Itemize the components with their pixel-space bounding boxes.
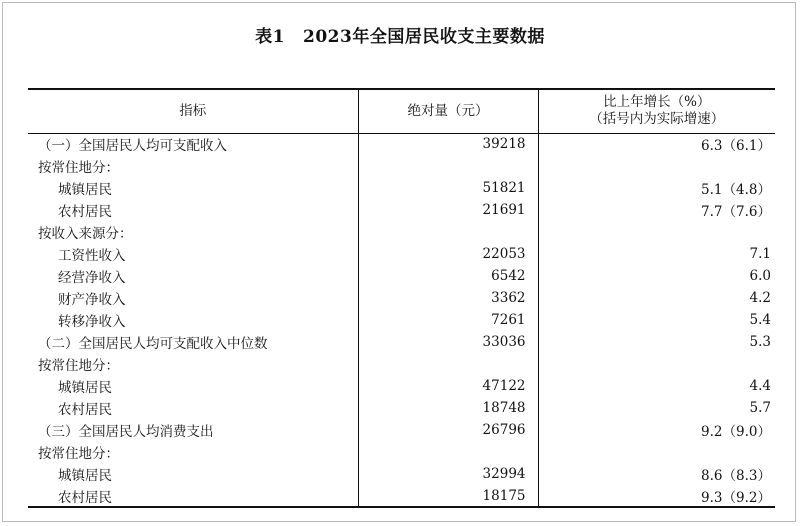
row-label: 按常住地分： (38, 358, 119, 374)
row-absolute-value: 18748 (358, 397, 538, 419)
row-label: （一）全国居民人均可支配收入 (38, 138, 227, 155)
table-row (28, 287, 775, 309)
row-growth-rate (538, 441, 775, 463)
row-label: （二）全国居民人均可支配收入中位数 (38, 336, 268, 352)
table-row (28, 265, 775, 287)
row-label: 工资性收入 (58, 248, 126, 264)
table-row (28, 309, 775, 331)
row-label: （三）全国居民人均消费支出 (38, 424, 214, 440)
row-label: 转移净收入 (58, 314, 126, 330)
row-absolute-value: 32994 (358, 463, 538, 485)
row-absolute-value (358, 441, 538, 463)
row-growth-rate: 8.6（8.3） (538, 463, 775, 485)
row-absolute-value: 7261 (358, 309, 538, 331)
row-label: 城镇居民 (58, 380, 112, 396)
row-growth-rate (538, 353, 775, 375)
table-row (28, 419, 775, 441)
table-header (28, 89, 775, 133)
row-growth-rate: 5.7 (538, 397, 775, 419)
row-growth-rate: 5.3 (538, 331, 775, 353)
header-growth-line1: 比上年增长（%） (603, 94, 711, 111)
row-growth-rate: 7.1 (538, 243, 775, 265)
row-growth-rate: 4.4 (538, 375, 775, 397)
table-row (28, 199, 775, 221)
table-row (28, 221, 775, 243)
header-indicator: 指标 (28, 89, 358, 133)
header-growth-line2: （括号内为实际增速） (589, 111, 725, 128)
row-growth-rate: 4.2 (538, 287, 775, 309)
table-row (28, 133, 775, 155)
table-title (0, 22, 800, 47)
row-growth-rate: 9.2（9.0） (538, 419, 775, 441)
row-label: 按常住地分： (38, 160, 119, 176)
row-growth-rate: 5.1（4.8） (538, 177, 775, 199)
row-growth-rate: 6.0 (538, 265, 775, 287)
header-growth (538, 89, 775, 133)
table-row (28, 243, 775, 265)
table-row (28, 331, 775, 353)
row-label: 财产净收入 (58, 292, 126, 308)
row-growth-rate: 9.3（9.2） (538, 485, 775, 507)
row-absolute-value (358, 353, 538, 375)
row-absolute-value: 47122 (358, 375, 538, 397)
row-absolute-value: 39218 (358, 133, 538, 155)
table-row (28, 441, 775, 463)
row-label: 城镇居民 (58, 182, 112, 198)
row-growth-rate (538, 155, 775, 177)
table-row (28, 397, 775, 419)
row-growth-rate: 7.7（7.6） (538, 199, 775, 221)
row-growth-rate (538, 221, 775, 243)
row-absolute-value: 3362 (358, 287, 538, 309)
table-row (28, 463, 775, 485)
row-label: 按常住地分： (38, 446, 119, 462)
row-absolute-value: 33036 (358, 331, 538, 353)
table-title-text: 2023年全国居民收支主要数据 (303, 27, 545, 47)
header-absolute-value: 绝对量（元） (358, 89, 538, 133)
row-absolute-value: 22053 (358, 243, 538, 265)
row-label: 经营净收入 (58, 270, 126, 286)
row-growth-rate: 6.3（6.1） (538, 133, 775, 155)
income-expenditure-table (28, 88, 775, 508)
row-absolute-value (358, 155, 538, 177)
table-row (28, 353, 775, 375)
header-row (28, 89, 775, 133)
row-label: 城镇居民 (58, 468, 112, 484)
row-label: 按收入来源分： (38, 226, 133, 242)
row-growth-rate: 5.4 (538, 309, 775, 331)
table-number: 表1 (255, 27, 285, 47)
row-absolute-value: 21691 (358, 199, 538, 221)
row-absolute-value: 51821 (358, 177, 538, 199)
row-absolute-value (358, 221, 538, 243)
row-absolute-value: 18175 (358, 485, 538, 507)
table-row (28, 177, 775, 199)
table-row (28, 375, 775, 397)
row-label: 农村居民 (28, 485, 358, 507)
row-absolute-value: 6542 (358, 265, 538, 287)
row-absolute-value: 26796 (358, 419, 538, 441)
table-row (28, 155, 775, 177)
table-row (28, 485, 775, 507)
table-body (28, 133, 775, 507)
row-label: 农村居民 (58, 402, 112, 418)
row-label: 农村居民 (58, 204, 112, 220)
